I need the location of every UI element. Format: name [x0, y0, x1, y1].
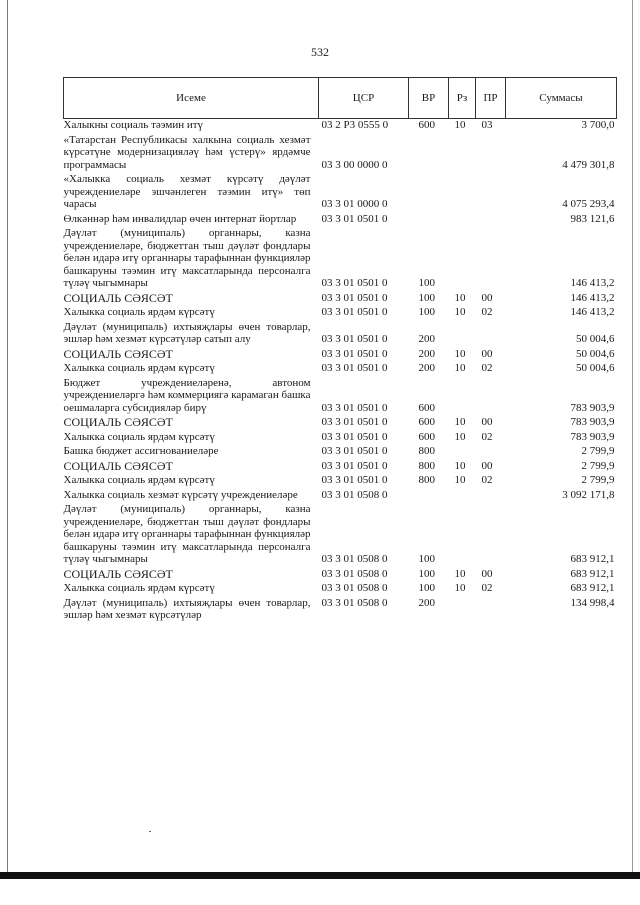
cell-pr: 02 [481, 362, 493, 374]
cell-vr: 200 [418, 362, 435, 374]
cell-csr: 03 3 01 0501 0 [321, 474, 388, 486]
cell-sum: 146 413,2 [570, 277, 615, 289]
table-header [64, 78, 617, 119]
cell-rz [449, 503, 476, 568]
table-row [64, 431, 617, 446]
cell-pr [476, 445, 506, 460]
cell-csr: 03 3 01 0501 0 [321, 430, 388, 443]
scan-speck [149, 831, 151, 832]
cell-name: Дәүләт (муниципаль) органнары, казна учреждениеләре, бюджеттан тыш дәүләт фондлары белән идарә итү органнары тарафыннан функцияләр башкаруны тәэмин итү максатларында персоналга түләү чыгымнары [63, 227, 311, 289]
cell-pr: 03 [481, 119, 493, 131]
cell-name: Халыкны социаль тәэмин итү [63, 119, 204, 131]
cell-vr: 100 [418, 291, 435, 304]
table-row [64, 134, 617, 174]
cell-name: Башка бюджет ассигнованиеләре [63, 445, 219, 457]
cell-csr: 03 3 01 0501 0 [321, 212, 388, 225]
cell-vr: 800 [418, 445, 435, 457]
cell-name: Халыкка социаль ярдәм күрсәтү [63, 474, 215, 486]
cell-vr: 200 [418, 347, 435, 360]
cell-pr: 02 [481, 582, 493, 594]
cell-csr: 03 3 01 0508 0 [321, 582, 388, 594]
cell-rz: 10 [454, 459, 466, 472]
cell-csr: 03 3 01 0501 0 [321, 445, 388, 457]
cell-rz [449, 173, 476, 213]
cell-pr: 00 [481, 291, 493, 304]
cell-vr [409, 489, 449, 504]
cell-pr [476, 489, 506, 504]
cell-csr: 03 3 01 0508 0 [321, 596, 388, 609]
cell-sum: 4 479 301,8 [562, 158, 615, 171]
cell-vr [409, 173, 449, 213]
cell-vr: 800 [418, 474, 435, 486]
header-name: Исеме [64, 78, 319, 119]
cell-rz: 10 [454, 362, 466, 374]
cell-sum: 983 121,6 [570, 212, 615, 225]
cell-csr: 03 3 01 0000 0 [321, 198, 388, 210]
table-row [64, 416, 617, 431]
cell-sum: 2 799,9 [581, 474, 615, 486]
cell-rz [449, 213, 476, 228]
cell-csr: 03 3 01 0508 0 [321, 567, 388, 580]
cell-pr [476, 321, 506, 348]
cell-sum: 2 799,9 [581, 459, 615, 472]
cell-csr: 03 3 01 0508 0 [321, 488, 388, 501]
cell-sum: 683 912,1 [570, 553, 615, 565]
cell-name: СОЦИАЛЬ СӘЯСӘТ [63, 566, 173, 581]
table-row [64, 362, 617, 377]
cell-csr: 03 3 01 0501 0 [321, 277, 388, 289]
cell-vr: 600 [418, 119, 435, 131]
cell-pr [476, 134, 506, 174]
scan-edge-right [632, 0, 633, 872]
cell-pr: 00 [481, 347, 493, 360]
cell-name: Халыкка социаль ярдәм күрсәтү [63, 306, 215, 318]
cell-csr: 03 3 01 0501 0 [321, 333, 388, 345]
cell-csr: 03 2 Р3 0555 0 [321, 119, 389, 131]
cell-csr: 03 3 01 0501 0 [321, 347, 388, 360]
table-row [64, 227, 617, 292]
cell-name: Халыкка социаль хезмәт күрсәтү учреждениеләре [63, 488, 298, 501]
cell-rz [449, 377, 476, 417]
table-row [64, 377, 617, 417]
cell-pr: 02 [481, 306, 493, 318]
cell-rz [449, 134, 476, 174]
page-number: 532 [311, 45, 329, 59]
cell-sum: 50 004,6 [576, 362, 615, 374]
cell-vr: 600 [418, 430, 435, 443]
table-row [64, 597, 617, 624]
cell-pr [476, 227, 506, 292]
cell-name: Дәүләт (муниципаль) ихтыяҗлары өчен товарлар, эшләр һәм хезмәт күрсәтүләр сатып алу [63, 320, 311, 345]
cell-pr [476, 377, 506, 417]
table-row [64, 582, 617, 597]
cell-rz [449, 321, 476, 348]
table-row [64, 460, 617, 475]
cell-vr: 200 [418, 333, 435, 345]
table-row [64, 568, 617, 583]
cell-sum: 134 998,4 [570, 596, 615, 609]
cell-rz: 10 [454, 291, 466, 304]
cell-csr: 03 3 01 0501 0 [321, 416, 388, 428]
cell-sum: 683 912,1 [570, 567, 615, 580]
cell-vr: 100 [418, 277, 435, 289]
cell-rz [449, 489, 476, 504]
cell-pr [476, 213, 506, 228]
table-row [64, 321, 617, 348]
cell-pr [476, 173, 506, 213]
table-body [64, 119, 617, 624]
table-row [64, 489, 617, 504]
cell-name: Халыкка социаль ярдәм күрсәтү [63, 582, 215, 594]
cell-sum: 146 413,2 [570, 306, 615, 318]
cell-name: СОЦИАЛЬ СӘЯСӘТ [63, 290, 173, 305]
cell-vr: 600 [418, 416, 435, 428]
cell-vr: 200 [418, 596, 435, 609]
cell-vr: 600 [418, 401, 435, 414]
cell-sum: 3 700,0 [581, 119, 615, 131]
cell-name: СОЦИАЛЬ СӘЯСӘТ [63, 415, 173, 429]
header-rz: Рз [449, 78, 476, 119]
header-vr: ВР [409, 78, 449, 119]
cell-csr: 03 3 01 0501 0 [321, 401, 388, 414]
table-row [64, 213, 617, 228]
cell-rz: 10 [454, 306, 466, 318]
scan-edge-left [7, 0, 8, 872]
cell-name: Бюджет учреждениеләренә, автоном учреждениеләргә һәм коммерциягә карамаган башка оешмаларга субсидияләр бирү [63, 376, 311, 414]
cell-csr: 03 3 01 0508 0 [321, 553, 388, 565]
cell-csr: 03 3 00 0000 0 [321, 158, 388, 171]
cell-name: СОЦИАЛЬ СӘЯСӘТ [63, 458, 173, 473]
cell-name: Халыкка социаль ярдәм күрсәтү [63, 362, 215, 374]
cell-vr: 100 [418, 306, 435, 318]
cell-pr: 00 [481, 416, 493, 428]
cell-sum: 683 912,1 [570, 582, 615, 594]
cell-csr: 03 3 01 0501 0 [321, 459, 388, 472]
cell-pr [476, 597, 506, 624]
cell-sum: 50 004,6 [576, 347, 615, 360]
cell-vr: 100 [418, 567, 435, 580]
cell-sum: 783 903,9 [570, 401, 615, 414]
cell-name: Дәүләт (муниципаль) ихтыяҗлары өчен товарлар, эшләр һәм хезмәт күрсәтүләр [63, 596, 311, 621]
header-csr: ЦСР [319, 78, 409, 119]
cell-pr: 00 [481, 567, 493, 580]
table-row [64, 445, 617, 460]
cell-name: «Халыкка социаль хезмәт күрсәтү дәүләт учреждениеләре эшчәнлеген тәэмин итү» төп чарасы [63, 173, 311, 210]
budget-table [63, 77, 617, 624]
cell-vr: 100 [418, 553, 435, 565]
cell-csr: 03 3 01 0501 0 [321, 362, 388, 374]
cell-name: Халыкка социаль ярдәм күрсәтү [63, 430, 215, 443]
cell-pr [476, 503, 506, 568]
table-row [64, 503, 617, 568]
cell-vr [409, 134, 449, 174]
scan-bottom-bar [0, 872, 640, 879]
cell-pr: 02 [481, 430, 493, 443]
cell-name: Дәүләт (муниципаль) органнары, казна учреждениеләре, бюджеттан тыш дәүләт фондлары белән идарә итү органнары тарафыннан функцияләр башкаруны тәэмин итү максатларында персоналга түләү чыгымнары [63, 503, 311, 565]
cell-sum: 50 004,6 [576, 333, 615, 345]
header-pr: ПР [476, 78, 506, 119]
cell-rz: 10 [454, 430, 466, 443]
cell-csr: 03 3 01 0501 0 [321, 291, 388, 304]
table-row [64, 306, 617, 321]
cell-sum: 146 413,2 [570, 291, 615, 304]
cell-sum: 2 799,9 [581, 445, 615, 457]
table-row [64, 474, 617, 489]
cell-rz [449, 445, 476, 460]
header-sum: Суммасы [506, 78, 617, 119]
cell-vr [409, 213, 449, 228]
cell-rz [449, 597, 476, 624]
cell-name: Өлкәннәр һәм инвалидлар өчен интернат йортлар [63, 212, 297, 225]
cell-name: СОЦИАЛЬ СӘЯСӘТ [63, 346, 173, 361]
cell-pr: 02 [481, 474, 493, 486]
cell-rz: 10 [454, 582, 466, 594]
table-row [64, 173, 617, 213]
cell-sum: 4 075 293,4 [562, 198, 615, 210]
cell-vr: 100 [418, 582, 435, 594]
cell-rz: 10 [454, 567, 466, 580]
cell-sum: 3 092 171,8 [562, 488, 615, 501]
table-row [64, 292, 617, 307]
cell-vr: 800 [418, 459, 435, 472]
cell-pr: 00 [481, 459, 493, 472]
cell-sum: 783 903,9 [570, 416, 615, 428]
cell-rz: 10 [454, 474, 466, 486]
table-row [64, 348, 617, 363]
table-row [64, 119, 617, 134]
cell-rz: 10 [454, 416, 466, 428]
cell-rz [449, 227, 476, 292]
cell-name: «Татарстан Республикасы халкына социаль хезмәт күрсәтүне модернизацияләү һәм үстерү» ярдәмче программасы [63, 133, 311, 171]
cell-rz: 10 [454, 347, 466, 360]
cell-csr: 03 3 01 0501 0 [321, 306, 388, 318]
cell-sum: 783 903,9 [570, 430, 615, 443]
cell-rz: 10 [454, 119, 466, 131]
